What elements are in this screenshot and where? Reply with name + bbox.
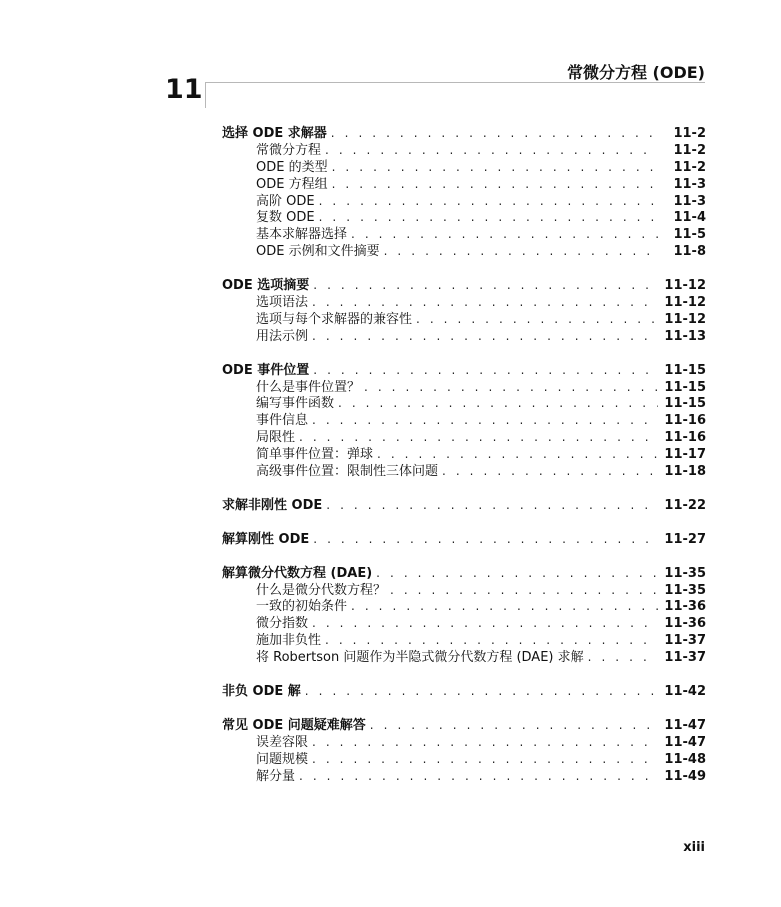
toc-subsection-entry-page-number: 11-35 (664, 582, 706, 598)
dot-leader (377, 446, 658, 463)
dot-leader (351, 226, 658, 243)
dot-leader (376, 565, 658, 582)
toc-subsection-entry-title: 复数 ODE (256, 210, 315, 226)
toc-subsection-entry-title: 编写事件函数 (256, 396, 335, 412)
dot-leader (370, 717, 658, 734)
toc-subsection-entry-title: 基本求解器选择 (256, 227, 348, 243)
toc-subsection-entry[interactable] (222, 582, 706, 599)
toc-subsection-entry-title: 局限性 (256, 430, 296, 446)
dot-leader (313, 362, 658, 379)
dot-leader (332, 159, 658, 176)
toc-subsection-entry-title: 一致的初始条件 (256, 599, 348, 615)
dot-leader (312, 412, 658, 429)
toc-subsection-entry[interactable] (222, 463, 706, 480)
toc-subsection-entry[interactable] (222, 598, 706, 615)
toc-section-entry-title: 求解非刚性 ODE (222, 497, 323, 513)
dot-leader (331, 125, 658, 142)
toc-section (222, 531, 706, 548)
dot-leader (319, 209, 658, 226)
toc-section-entry-page-number: 11-15 (664, 362, 706, 378)
toc-section-entry[interactable] (222, 497, 706, 514)
toc-subsection-entry-page-number: 11-4 (673, 210, 706, 226)
dot-leader (325, 632, 658, 649)
dot-leader (384, 243, 658, 260)
toc-subsection-entry[interactable] (222, 193, 706, 210)
dot-leader (588, 649, 658, 666)
toc-subsection-entry[interactable] (222, 142, 706, 159)
toc-subsection-entry-page-number: 11-3 (673, 176, 706, 192)
toc-subsection-entry-title: 常微分方程 (256, 142, 322, 158)
dot-leader (299, 768, 658, 785)
toc-subsection-entry-title: 用法示例 (256, 328, 309, 344)
dot-leader (312, 615, 658, 632)
toc-subsection-entry-page-number: 11-8 (673, 244, 706, 260)
dot-leader (326, 497, 658, 514)
toc-section (222, 683, 706, 700)
toc-subsection-entry[interactable] (222, 209, 706, 226)
toc-section-entry-title: 非负 ODE 解 (222, 684, 301, 700)
toc-subsection-entry-page-number: 11-12 (664, 295, 706, 311)
toc-subsection-entry-page-number: 11-36 (664, 616, 706, 632)
toc-section-entry[interactable] (222, 277, 706, 294)
toc-subsection-entry-title: 选项与每个求解器的兼容性 (256, 311, 413, 327)
toc-section-entry-title: ODE 选项摘要 (222, 278, 310, 294)
toc-section-entry-page-number: 11-42 (664, 684, 706, 700)
toc-subsection-entry-title: 高级事件位置：限制性三体问题 (256, 464, 439, 480)
toc-section-entry-page-number: 11-22 (664, 497, 706, 513)
toc-subsection-entry-page-number: 11-15 (664, 379, 706, 395)
toc-subsection-entry[interactable] (222, 379, 706, 396)
toc-subsection-entry[interactable] (222, 176, 706, 193)
toc-subsection-entry-page-number: 11-16 (664, 430, 706, 446)
toc-subsection-entry-page-number: 11-15 (664, 396, 706, 412)
toc-subsection-entry-page-number: 11-49 (664, 768, 706, 784)
toc-section-entry[interactable] (222, 717, 706, 734)
toc-section-entry[interactable] (222, 125, 706, 142)
toc-subsection-entry-title: 什么是微分代数方程？ (256, 582, 387, 598)
toc-section-entry-title: 常见 ODE 问题疑难解答 (222, 717, 366, 733)
toc-section-entry[interactable] (222, 683, 706, 700)
toc-subsection-entry-page-number: 11-17 (664, 447, 706, 463)
toc-subsection-entry[interactable] (222, 294, 706, 311)
chapter-title: 常微分方程 (ODE) (566, 63, 705, 82)
toc-section-entry-page-number: 11-47 (664, 717, 706, 733)
dot-leader (312, 734, 658, 751)
toc-section-entry[interactable] (222, 565, 706, 582)
toc-subsection-entry-title: 高阶 ODE (256, 193, 315, 209)
toc-section (222, 497, 706, 514)
toc-section (222, 565, 706, 666)
page-folio: xiii (683, 840, 705, 855)
toc-section (222, 125, 706, 260)
toc-subsection-entry[interactable] (222, 446, 706, 463)
dot-leader (299, 429, 658, 446)
toc-subsection-entry-title: 解分量 (256, 768, 296, 784)
dot-leader (319, 193, 658, 210)
toc-subsection-entry-page-number: 11-37 (664, 633, 706, 649)
toc-subsection-entry[interactable] (222, 328, 706, 345)
toc-section (222, 277, 706, 345)
dot-leader (325, 142, 658, 159)
toc-section-entry[interactable] (222, 362, 706, 379)
toc-subsection-entry-page-number: 11-3 (673, 193, 706, 209)
toc-subsection-entry-title: 微分指数 (256, 616, 309, 632)
toc-subsection-entry-page-number: 11-13 (664, 328, 706, 344)
toc-subsection-entry-page-number: 11-37 (664, 650, 706, 666)
dot-leader (390, 582, 658, 599)
toc-section-entry-page-number: 11-35 (664, 565, 706, 581)
toc-section-entry-page-number: 11-2 (673, 126, 706, 141)
dot-leader (364, 379, 658, 396)
toc-subsection-entry[interactable] (222, 412, 706, 429)
toc-subsection-entry-title: 事件信息 (256, 413, 309, 429)
dot-leader (332, 176, 658, 193)
toc-subsection-entry[interactable] (222, 226, 706, 243)
dot-leader (313, 531, 658, 548)
toc-subsection-entry[interactable] (222, 734, 706, 751)
chapter-number: 11 (165, 74, 203, 105)
toc-subsection-entry-page-number: 11-2 (673, 142, 706, 158)
dot-leader (313, 277, 658, 294)
toc-section (222, 362, 706, 480)
dot-leader (351, 598, 658, 615)
dot-leader (416, 311, 658, 328)
toc-subsection-entry-page-number: 11-47 (664, 734, 706, 750)
toc-subsection-entry[interactable] (222, 395, 706, 412)
toc-subsection-entry-page-number: 11-2 (673, 159, 706, 175)
toc-subsection-entry-title: 什么是事件位置？ (256, 379, 361, 395)
dot-leader (312, 328, 658, 345)
toc-section-entry[interactable] (222, 531, 706, 548)
toc-section-entry-title: 解算刚性 ODE (222, 531, 310, 547)
toc-section-entry-page-number: 11-27 (664, 531, 706, 547)
toc-subsection-entry-title: 问题规模 (256, 751, 309, 767)
toc-subsection-entry-title: ODE 的类型 (256, 159, 328, 175)
dot-leader (442, 463, 658, 480)
toc-subsection-entry-title: 将 Robertson 问题作为半隐式微分代数方程 (DAE) 求解 (256, 650, 584, 666)
toc-subsection-entry-title: 选项语法 (256, 295, 309, 311)
toc-subsection-entry[interactable] (222, 768, 706, 785)
toc-subsection-entry[interactable] (222, 429, 706, 446)
dot-leader (312, 751, 658, 768)
toc-subsection-entry-page-number: 11-36 (664, 599, 706, 615)
toc-subsection-entry-title: ODE 示例和文件摘要 (256, 244, 380, 260)
toc-subsection-entry[interactable] (222, 243, 706, 260)
toc-subsection-entry-page-number: 11-48 (664, 751, 706, 767)
toc-subsection-entry[interactable] (222, 632, 706, 649)
toc-subsection-entry-page-number: 11-18 (664, 464, 706, 480)
toc-subsection-entry-title: ODE 方程组 (256, 176, 328, 192)
toc-section (222, 717, 706, 785)
toc-section-entry-page-number: 11-12 (664, 278, 706, 294)
toc-subsection-entry-title: 施加非负性 (256, 633, 322, 649)
toc-subsection-entry[interactable] (222, 649, 706, 666)
chapter-vertical-rule (205, 82, 206, 108)
toc-subsection-entry[interactable] (222, 159, 706, 176)
toc-subsection-entry[interactable] (222, 751, 706, 768)
dot-leader (312, 294, 658, 311)
dot-leader (305, 683, 658, 700)
toc-subsection-entry-page-number: 11-16 (664, 413, 706, 429)
title-rule (205, 82, 705, 83)
toc-section-entry-title: 选择 ODE 求解器 (222, 126, 327, 141)
toc-subsection-entry-page-number: 11-12 (664, 311, 706, 327)
toc-subsection-entry[interactable] (222, 311, 706, 328)
toc-section-entry-title: 解算微分代数方程 (DAE) (222, 565, 373, 581)
toc-subsection-entry-title: 简单事件位置：弹球 (256, 447, 374, 463)
dot-leader (338, 395, 658, 412)
toc-section-entry-title: ODE 事件位置 (222, 362, 310, 378)
toc-subsection-entry[interactable] (222, 615, 706, 632)
table-of-contents (222, 125, 706, 802)
toc-subsection-entry-page-number: 11-5 (673, 227, 706, 243)
toc-subsection-entry-title: 误差容限 (256, 734, 309, 750)
